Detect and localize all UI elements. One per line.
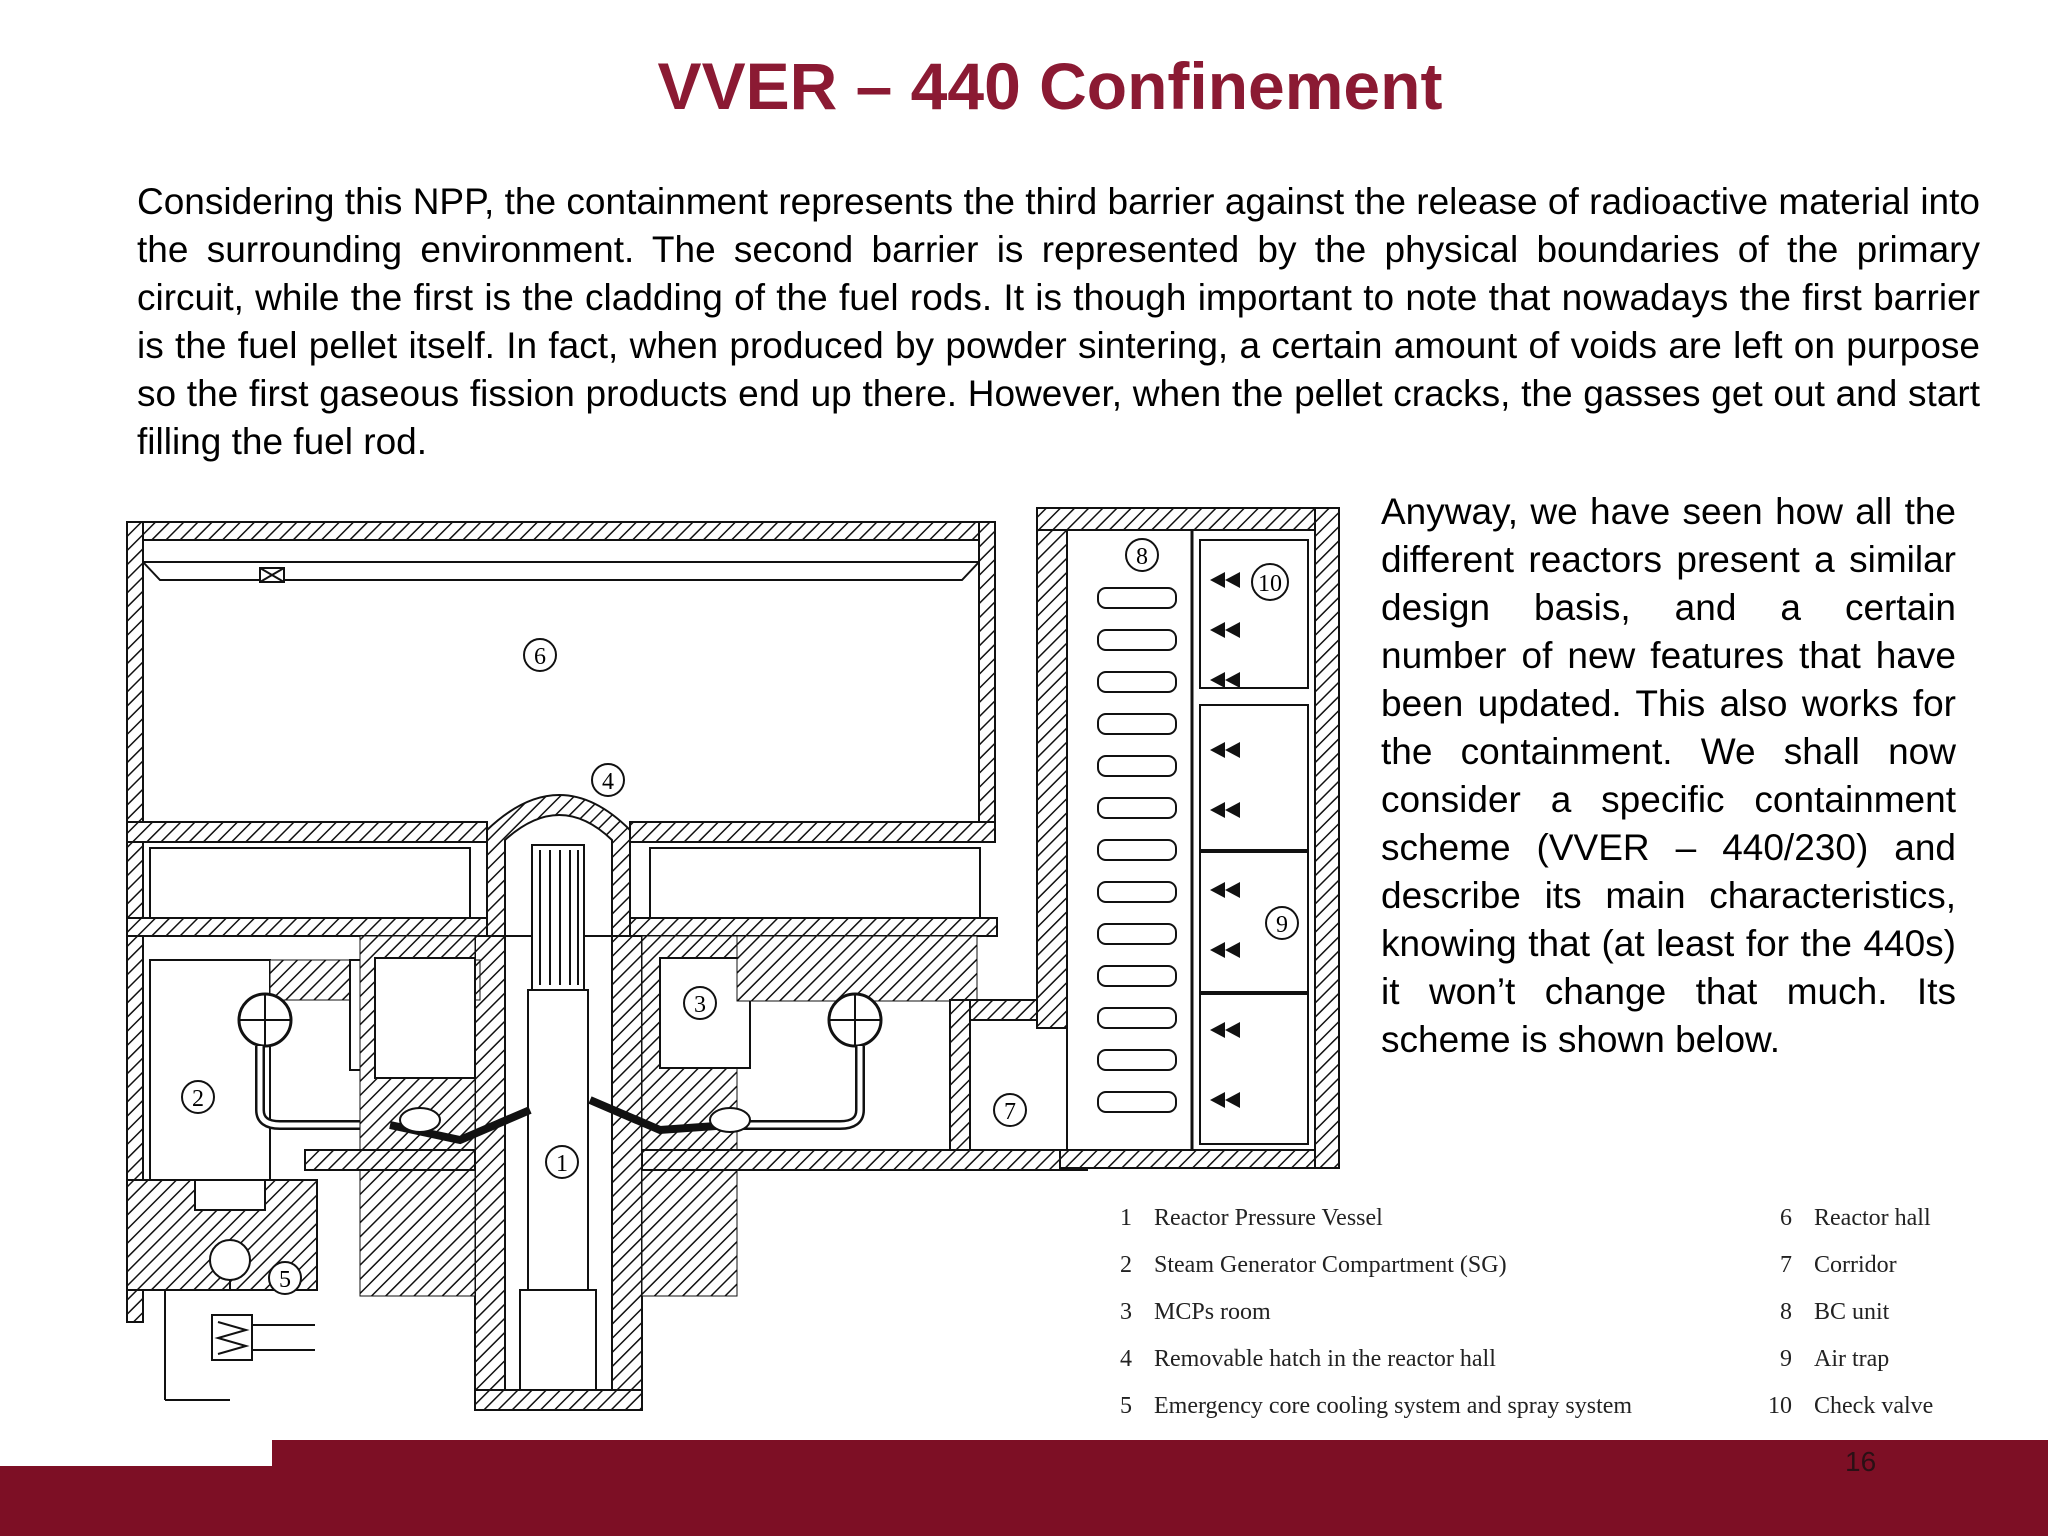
- legend-item: 5 Emergency core cooling system and spray system: [1120, 1393, 1633, 1419]
- callout-5-label: 5: [279, 1267, 291, 1293]
- bubbler-condenser-tower: [1037, 508, 1339, 1168]
- callout-6: [524, 639, 556, 671]
- legend-item: 10 Check valve: [1768, 1393, 1934, 1419]
- callout-9-label: 9: [1276, 912, 1288, 938]
- callout-8: [1126, 539, 1158, 571]
- legend-item: 2 Steam Generator Compartment (SG): [1120, 1252, 1507, 1278]
- footer-notch: [0, 1440, 272, 1466]
- callout-1: [546, 1146, 578, 1178]
- callout-8-label: 8: [1136, 544, 1148, 570]
- legend-item: 3 MCPs room: [1120, 1299, 1271, 1325]
- callout-7: [994, 1094, 1026, 1126]
- page-number: 16: [1845, 1446, 1877, 1477]
- callout-2-label: 2: [192, 1086, 204, 1112]
- callout-5: [269, 1262, 301, 1294]
- callout-7-label: 7: [1004, 1099, 1016, 1125]
- legend-item: 7 Corridor: [1780, 1252, 1897, 1278]
- legend-item: 6 Reactor hall: [1780, 1205, 1931, 1231]
- mcp-rooms: [360, 936, 977, 1296]
- callout-1-label: 1: [556, 1151, 568, 1177]
- callout-3-label: 3: [694, 992, 706, 1018]
- callout-3: [684, 987, 716, 1019]
- footer-bar: [0, 1440, 2048, 1536]
- legend-item: 8 BC unit: [1780, 1299, 1890, 1325]
- side-paragraph: Anyway, we have seen how all the different reactors present a similar design basis, and a certain number of new features that have been updated. This also works for the containment. We shall now consider a specific containment scheme (VVER – 440/230) and describe its main characteristics, knowing that (at least for the 440s) it won’t change that much. Its scheme is shown below.: [1381, 491, 1956, 1060]
- containment-diagram: [120, 500, 1360, 1420]
- legend-item: 1 Reactor Pressure Vessel: [1120, 1205, 1383, 1231]
- callout-10-label: 10: [1258, 571, 1282, 597]
- intro-paragraph: Considering this NPP, the containment represents the third barrier against the release of radioactive material into the surrounding environment. The second barrier is represented by the physical boundaries of the primary circuit, while the first is the cladding of the fuel rods. It is though important to note that nowadays the first barrier is the fuel pellet itself. In fact, when produced by powder sintering, a certain amount of voids are left on purpose so the first gaseous fission products end up there. However, when the pellet cracks, the gasses get out and start filling the fuel rod.: [137, 181, 1980, 462]
- callout-6-label: 6: [534, 644, 546, 670]
- legend-item: 4 Removable hatch in the reactor hall: [1120, 1346, 1496, 1372]
- callout-2: [182, 1081, 214, 1113]
- callout-9: [1266, 907, 1298, 939]
- callout-10: [1252, 564, 1288, 600]
- callout-4: [592, 764, 624, 796]
- callout-4-label: 4: [602, 769, 614, 795]
- hall-valve-marker: [260, 568, 284, 582]
- legend-item: 9 Air trap: [1780, 1346, 1890, 1372]
- slide-title: VVER – 440 Confinement: [657, 49, 1443, 123]
